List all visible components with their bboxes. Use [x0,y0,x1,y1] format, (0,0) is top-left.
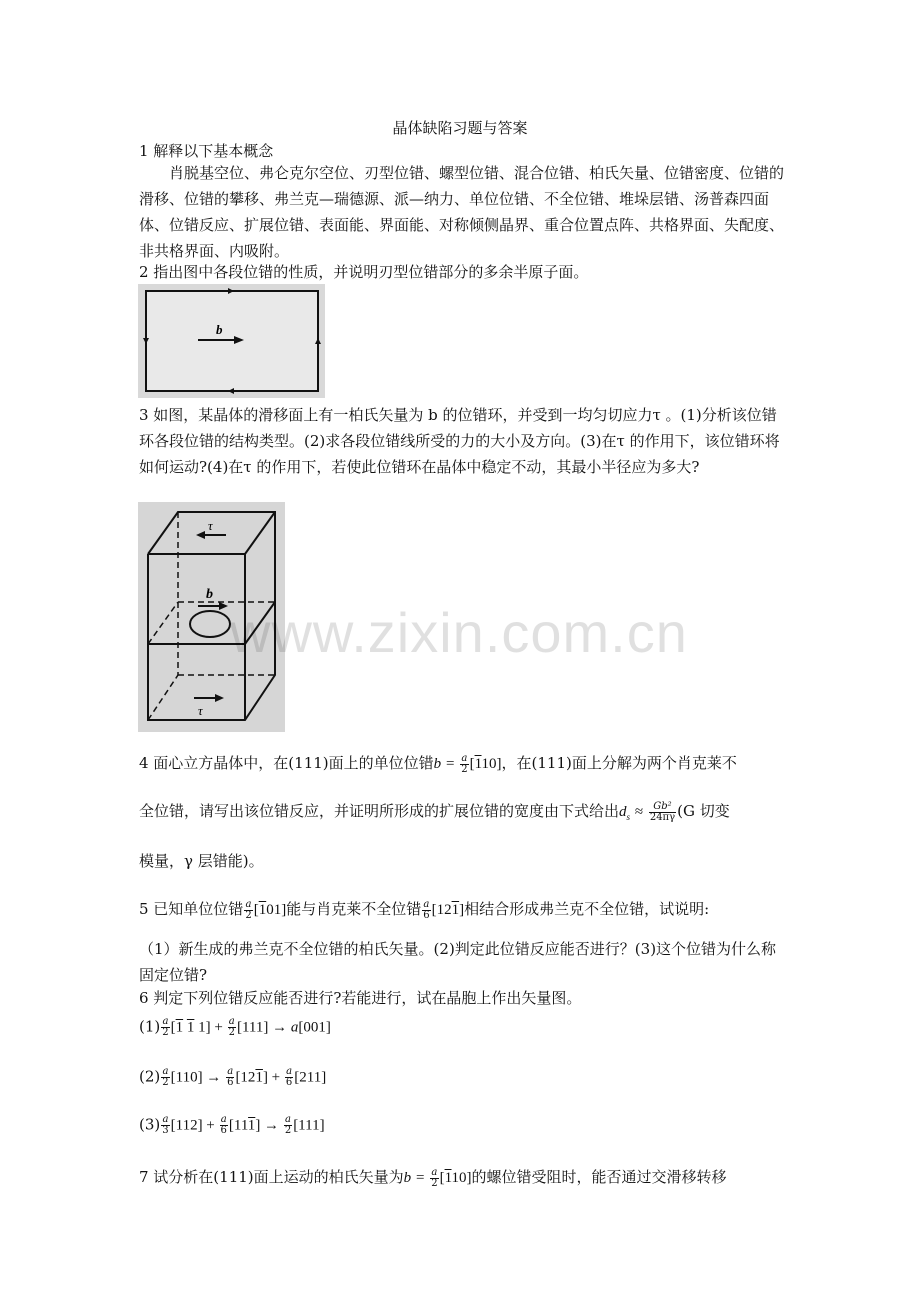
q6-reaction-1: (1) $\frac{a}{2}$ [1 1 1] + $\frac{a}{2}$ [111] → a[001] [139,1016,331,1038]
q4-text-2: ，在(111)面上分解为两个肖克莱不 [501,754,737,772]
q7-text-2: 的螺位错受阻时，能否通过交滑移转移 [471,1168,727,1186]
q5-text-1: 5 已知单位位错 [139,900,244,918]
q5-equation-1: $\frac{a}{2}$ [101] [245,898,287,921]
q3-figure-tau-bottom: τ [198,703,203,718]
q6-r1-label: (1) [139,1017,161,1036]
q6-reaction-2: (2) $\frac{a}{2}$ [110] → $\frac{a}{6}$ [121] + $\frac{a}{6}$ [211] [139,1066,327,1088]
q2-figure-label: b [216,322,223,337]
q4-equation-b: b = $\frac{a}{2}$ [110] [433,752,502,775]
q7-text-1: 7 试分析在(111)面上运动的柏氏矢量为 [139,1168,404,1186]
q6-heading: 6 判定下列位错反应能否进行?若能进行，试在晶胞上作出矢量图。 [139,989,582,1007]
q4-equation-ds: $d_s$ ≈ $\frac{\text{Gb²}}{24\pi\gamma}$ [619,800,676,823]
q6-reaction-3: (3) $\frac{a}{3}$ [112] + $\frac{a}{6}$ [111] → $\frac{a}{2}$ [111] [139,1114,325,1136]
q4-line-2 [139,800,730,823]
q7-equation: b = $\frac{a}{2}$ [110] [403,1166,472,1189]
q6-r3-label: (3) [139,1115,161,1134]
q5-text-3: 相结合形成弗兰克不全位错，试说明: [464,900,710,918]
q3-figure-b: b [206,587,213,602]
q4-line-1 [139,752,737,775]
q1-body: 肖脱基空位、弗仑克尔空位、刃型位错、螺型位错、混合位错、柏氏矢量、位错密度、位错的滑移、位错的攀移、弗兰克—瑞德源、派—纳力、单位位错、不全位错、堆垛层错、汤普森四面体、位错反应、扩展位错、表面能、界面能、对称倾侧晶界、重合位置点阵、共格界面、失配度、非共格界面、内吸附。 [139,164,785,260]
q2-figure [138,284,325,398]
q5-equation-2: $\frac{a}{6}$ [121] [423,898,465,921]
q7-line-1 [139,1166,727,1189]
q1-heading: 1 解释以下基本概念 [139,142,274,160]
q4-text-1: 4 面心立方晶体中，在(111)面上的单位位错 [139,754,434,772]
q5-text-4: （1）新生成的弗兰克不全位错的柏氏矢量。(2)判定此位错反应能否进行？(3)这个位错为什么称固定位错? [139,940,777,984]
q2-text: 2 指出图中各段位错的性质，并说明刃型位错部分的多余半原子面。 [139,263,589,281]
document-title: 晶体缺陷习题与答案 [392,119,528,137]
q4-text-3: 全位错，请写出该位错反应，并证明所形成的扩展位错的宽度由下式给出 [139,802,620,820]
q4-text-5: 模量，γ 层错能)。 [139,852,264,870]
q6-r2-label: (2) [139,1067,161,1086]
q5-line-1 [139,898,709,921]
q5-text-2: 能与肖克莱不全位错 [286,900,422,918]
q3-text: 3 如图，某晶体的滑移面上有一柏氏矢量为 b 的位错环，并受到一均匀切应力τ 。(1)分析该位错环各段位错的结构类型。(2)求各段位错线所受的力的大小及方向。(3)在τ 的作用下，该位错环将如何运动?(4)在τ 的作用下，若使此位错环在晶体中稳定不动，其最小半径应为多大? [139,406,780,476]
q4-text-4: (G 切变 [677,802,730,820]
q3-figure-tau-top: τ [208,518,213,533]
watermark: www.zixin.com.cn [230,601,688,664]
